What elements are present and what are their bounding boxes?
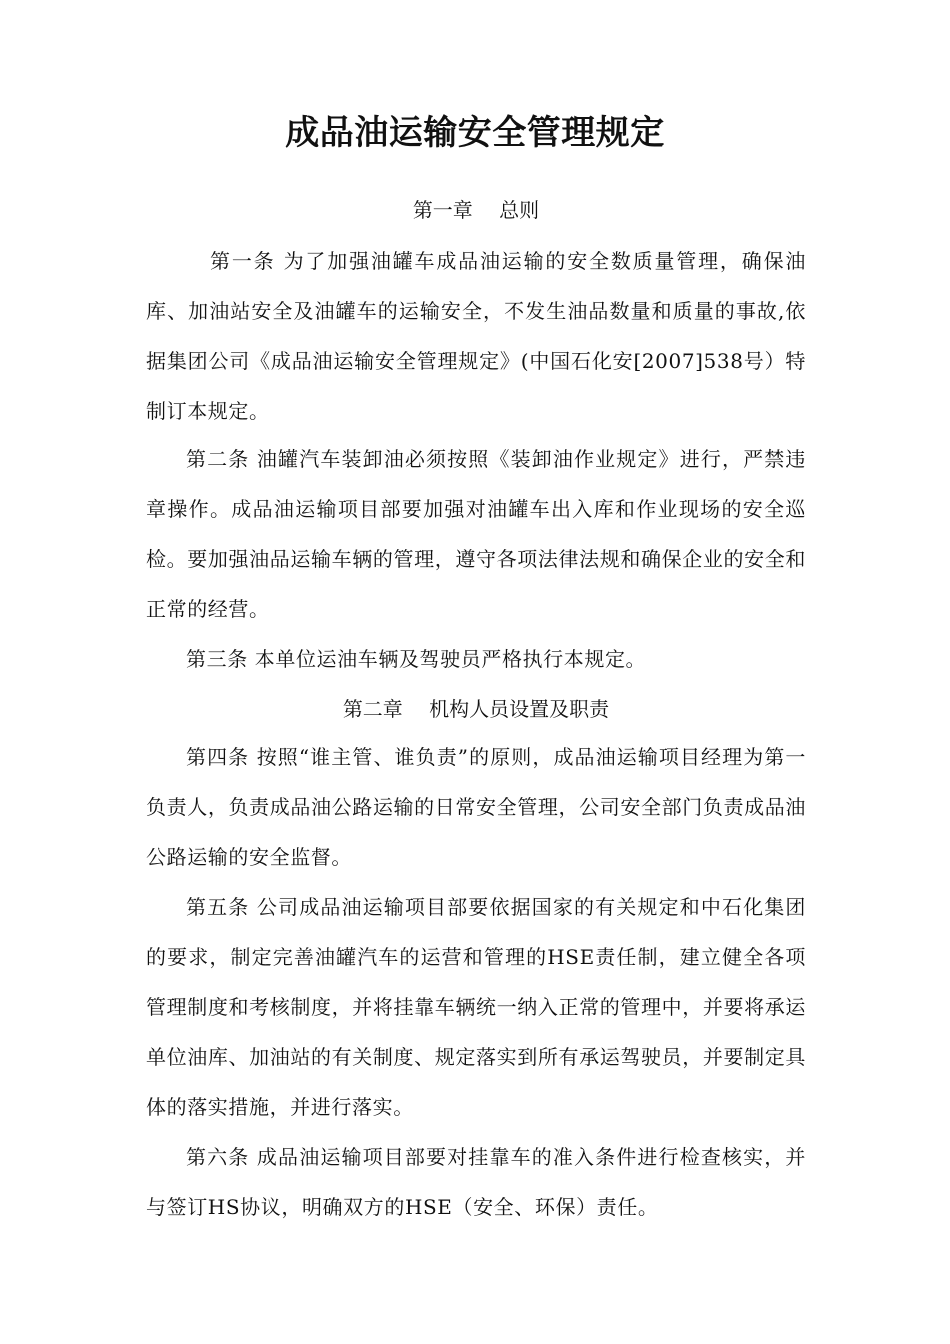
article-6: 第六条 成品油运输项目部要对挂靠车的准入条件进行检查核实，并与签订HS协议，明确双方的HSE（安全、环保）责任。 bbox=[146, 1145, 806, 1219]
article-5: 第五条 公司成品油运输项目部要依据国家的有关规定和中石化集团的要求，制定完善油罐汽车的运营和管理的HSE责任制，建立健全各项管理制度和考核制度，并将挂靠车辆统一纳入正常的管理中，并要将承运单位油库、加油站的有关制度、规定落实到所有承运驾驶员，并要制定具体的落实措施，并进行落实。 bbox=[146, 895, 806, 1119]
article-2: 第二条 油罐汽车装卸油必须按照《装卸油作业规定》进行，严禁违章操作。成品油运输项目部要加强对油罐车出入库和作业现场的安全巡检。要加强油品运输车辆的管理，遵守各项法律法规和确保企业的安全和正常的经营。 bbox=[146, 447, 806, 621]
article-4: 第四条 按照“谁主管、谁负责”的原则，成品油运输项目经理为第一负责人，负责成品油公路运输的日常安全管理，公司安全部门负责成品油公路运输的安全监督。 bbox=[146, 745, 806, 869]
chapter-heading-general: 第一章 总则 bbox=[412, 198, 540, 222]
document-title: 成品油运输安全管理规定 bbox=[285, 113, 665, 153]
chapter-heading-organization: 第二章 机构人员设置及职责 bbox=[342, 697, 610, 721]
article-1: 第一条 为了加强油罐车成品油运输的安全数质量管理，确保油库、加油站安全及油罐车的运输安全，不发生油品数量和质量的事故,依据集团公司《成品油运输安全管理规定》(中国石化安[2007]538号）特制订本规定。 bbox=[146, 249, 806, 423]
article-3: 第三条 本单位运油车辆及驾驶员严格执行本规定。 bbox=[186, 647, 647, 671]
